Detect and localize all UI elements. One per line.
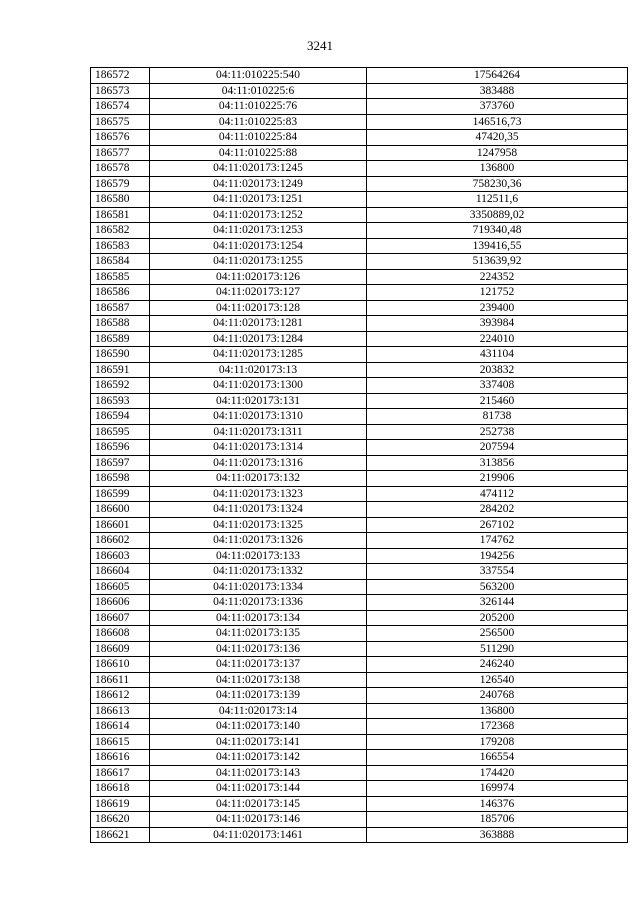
cadastral-number-cell: 04:11:020173:146 <box>150 812 367 828</box>
cadastral-number-cell: 04:11:010225:84 <box>150 130 367 146</box>
table-row <box>91 83 628 99</box>
cadastral-value-cell: 146376 <box>367 796 628 812</box>
table-row <box>91 796 628 812</box>
cadastral-value-cell: 47420,35 <box>367 130 628 146</box>
cadastral-number-cell: 04:11:020173:13 <box>150 362 367 378</box>
cadastral-value-cell: 383488 <box>367 83 628 99</box>
table-row <box>91 316 628 332</box>
cadastral-number-cell: 04:11:020173:1326 <box>150 533 367 549</box>
table-row <box>91 812 628 828</box>
cadastral-value-cell: 219906 <box>367 471 628 487</box>
row-number-cell: 186581 <box>91 207 150 223</box>
cadastral-number-cell: 04:11:020173:1285 <box>150 347 367 363</box>
cadastral-value-cell: 205200 <box>367 610 628 626</box>
row-number-cell: 186601 <box>91 517 150 533</box>
row-number-cell: 186596 <box>91 440 150 456</box>
row-number-cell: 186593 <box>91 393 150 409</box>
row-number-cell: 186572 <box>91 68 150 84</box>
cadastral-number-cell: 04:11:010225:83 <box>150 114 367 130</box>
cadastral-number-cell: 04:11:020173:1332 <box>150 564 367 580</box>
table-row <box>91 688 628 704</box>
table-row <box>91 610 628 626</box>
cadastral-number-cell: 04:11:020173:132 <box>150 471 367 487</box>
row-number-cell: 186590 <box>91 347 150 363</box>
row-number-cell: 186594 <box>91 409 150 425</box>
row-number-cell: 186574 <box>91 99 150 115</box>
table-row <box>91 99 628 115</box>
cadastral-number-cell: 04:11:020173:126 <box>150 269 367 285</box>
table-row <box>91 176 628 192</box>
cadastral-number-cell: 04:11:020173:135 <box>150 626 367 642</box>
table-row <box>91 471 628 487</box>
cadastral-value-cell: 179208 <box>367 734 628 750</box>
table-row <box>91 68 628 84</box>
table-row <box>91 750 628 766</box>
row-number-cell: 186576 <box>91 130 150 146</box>
row-number-cell: 186609 <box>91 641 150 657</box>
cadastral-number-cell: 04:11:020173:145 <box>150 796 367 812</box>
row-number-cell: 186575 <box>91 114 150 130</box>
cadastral-value-cell: 174762 <box>367 533 628 549</box>
cadastral-number-cell: 04:11:020173:1311 <box>150 424 367 440</box>
row-number-cell: 186595 <box>91 424 150 440</box>
cadastral-number-cell: 04:11:020173:137 <box>150 657 367 673</box>
table-row <box>91 579 628 595</box>
row-number-cell: 186610 <box>91 657 150 673</box>
cadastral-number-cell: 04:11:020173:1251 <box>150 192 367 208</box>
cadastral-number-cell: 04:11:020173:1284 <box>150 331 367 347</box>
cadastral-value-cell: 224352 <box>367 269 628 285</box>
cadastral-number-cell: 04:11:020173:143 <box>150 765 367 781</box>
cadastral-value-cell: 240768 <box>367 688 628 704</box>
row-number-cell: 186615 <box>91 734 150 750</box>
table-row <box>91 424 628 440</box>
cadastral-number-cell: 04:11:020173:1314 <box>150 440 367 456</box>
cadastral-value-cell: 246240 <box>367 657 628 673</box>
table-row <box>91 517 628 533</box>
cadastral-number-cell: 04:11:020173:136 <box>150 641 367 657</box>
row-number-cell: 186585 <box>91 269 150 285</box>
table-row <box>91 130 628 146</box>
row-number-cell: 186591 <box>91 362 150 378</box>
cadastral-value-cell: 284202 <box>367 502 628 518</box>
cadastral-value-cell: 136800 <box>367 161 628 177</box>
table-row <box>91 409 628 425</box>
cadastral-value-cell: 172368 <box>367 719 628 735</box>
cadastral-value-cell: 267102 <box>367 517 628 533</box>
row-number-cell: 186582 <box>91 223 150 239</box>
cadastral-value-cell: 194256 <box>367 548 628 564</box>
table-row <box>91 455 628 471</box>
row-number-cell: 186579 <box>91 176 150 192</box>
row-number-cell: 186583 <box>91 238 150 254</box>
cadastral-number-cell: 04:11:020173:134 <box>150 610 367 626</box>
table-row <box>91 161 628 177</box>
cadastral-value-cell: 252738 <box>367 424 628 440</box>
row-number-cell: 186619 <box>91 796 150 812</box>
cadastral-value-cell: 256500 <box>367 626 628 642</box>
cadastral-value-cell: 239400 <box>367 300 628 316</box>
cadastral-value-cell: 17564264 <box>367 68 628 84</box>
table-row <box>91 502 628 518</box>
table-row <box>91 595 628 611</box>
table-row <box>91 564 628 580</box>
table-row <box>91 486 628 502</box>
table-row <box>91 703 628 719</box>
row-number-cell: 186611 <box>91 672 150 688</box>
table-row <box>91 378 628 394</box>
table-row <box>91 672 628 688</box>
table-row <box>91 254 628 270</box>
cadastral-number-cell: 04:11:020173:131 <box>150 393 367 409</box>
cadastral-value-cell: 337408 <box>367 378 628 394</box>
row-number-cell: 186604 <box>91 564 150 580</box>
cadastral-value-cell: 126540 <box>367 672 628 688</box>
cadastral-number-cell: 04:11:020173:128 <box>150 300 367 316</box>
cadastral-number-cell: 04:11:020173:1254 <box>150 238 367 254</box>
cadastral-number-cell: 04:11:020173:1249 <box>150 176 367 192</box>
cadastral-number-cell: 04:11:020173:1325 <box>150 517 367 533</box>
cadastral-number-cell: 04:11:010225:76 <box>150 99 367 115</box>
cadastral-value-cell: 207594 <box>367 440 628 456</box>
cadastral-value-cell: 146516,73 <box>367 114 628 130</box>
row-number-cell: 186589 <box>91 331 150 347</box>
cadastral-number-cell: 04:11:020173:14 <box>150 703 367 719</box>
table-row <box>91 719 628 735</box>
cadastral-number-cell: 04:11:020173:1316 <box>150 455 367 471</box>
row-number-cell: 186605 <box>91 579 150 595</box>
row-number-cell: 186603 <box>91 548 150 564</box>
row-number-cell: 186602 <box>91 533 150 549</box>
cadastral-value-cell: 313856 <box>367 455 628 471</box>
page-number: 3241 <box>307 38 333 53</box>
cadastral-value-cell: 474112 <box>367 486 628 502</box>
row-number-cell: 186600 <box>91 502 150 518</box>
cadastral-value-cell: 136800 <box>367 703 628 719</box>
cadastral-value-cell: 719340,48 <box>367 223 628 239</box>
cadastral-number-cell: 04:11:010225:540 <box>150 68 367 84</box>
cadastral-value-cell: 511290 <box>367 641 628 657</box>
cadastral-number-cell: 04:11:020173:1255 <box>150 254 367 270</box>
cadastral-number-cell: 04:11:020173:139 <box>150 688 367 704</box>
cadastral-number-cell: 04:11:020173:1461 <box>150 827 367 843</box>
row-number-cell: 186592 <box>91 378 150 394</box>
cadastral-value-cell: 326144 <box>367 595 628 611</box>
cadastral-value-cell: 81738 <box>367 409 628 425</box>
table-row <box>91 300 628 316</box>
cadastral-number-cell: 04:11:020173:1253 <box>150 223 367 239</box>
cadastral-number-cell: 04:11:020173:142 <box>150 750 367 766</box>
cadastral-value-cell: 1247958 <box>367 145 628 161</box>
cadastral-number-cell: 04:11:020173:1324 <box>150 502 367 518</box>
cadastral-value-cell: 431104 <box>367 347 628 363</box>
cadastral-value-cell: 121752 <box>367 285 628 301</box>
row-number-cell: 186577 <box>91 145 150 161</box>
table-row <box>91 238 628 254</box>
table-row <box>91 331 628 347</box>
cadastral-value-cell: 166554 <box>367 750 628 766</box>
row-number-cell: 186606 <box>91 595 150 611</box>
table-row <box>91 781 628 797</box>
table-row <box>91 223 628 239</box>
table-row <box>91 440 628 456</box>
cadastral-value-cell: 393984 <box>367 316 628 332</box>
cadastral-number-cell: 04:11:020173:1281 <box>150 316 367 332</box>
row-number-cell: 186621 <box>91 827 150 843</box>
row-number-cell: 186607 <box>91 610 150 626</box>
row-number-cell: 186616 <box>91 750 150 766</box>
cadastral-value-cell: 3350889,02 <box>367 207 628 223</box>
row-number-cell: 186597 <box>91 455 150 471</box>
row-number-cell: 186580 <box>91 192 150 208</box>
row-number-cell: 186617 <box>91 765 150 781</box>
row-number-cell: 186586 <box>91 285 150 301</box>
table-row <box>91 145 628 161</box>
cadastral-number-cell: 04:11:020173:1245 <box>150 161 367 177</box>
cadastral-number-cell: 04:11:020173:127 <box>150 285 367 301</box>
row-number-cell: 186618 <box>91 781 150 797</box>
table-row <box>91 641 628 657</box>
row-number-cell: 186608 <box>91 626 150 642</box>
row-number-cell: 186612 <box>91 688 150 704</box>
row-number-cell: 186598 <box>91 471 150 487</box>
cadastral-value-cell: 563200 <box>367 579 628 595</box>
cadastral-value-table <box>90 67 628 843</box>
cadastral-value-cell: 185706 <box>367 812 628 828</box>
table-row <box>91 362 628 378</box>
cadastral-number-cell: 04:11:020173:1334 <box>150 579 367 595</box>
row-number-cell: 186613 <box>91 703 150 719</box>
table-row <box>91 269 628 285</box>
table-row <box>91 626 628 642</box>
cadastral-number-cell: 04:11:020173:1310 <box>150 409 367 425</box>
table-row <box>91 393 628 409</box>
row-number-cell: 186584 <box>91 254 150 270</box>
table-row <box>91 207 628 223</box>
cadastral-number-cell: 04:11:010225:6 <box>150 83 367 99</box>
table-row <box>91 533 628 549</box>
table-row <box>91 657 628 673</box>
row-number-cell: 186573 <box>91 83 150 99</box>
row-number-cell: 186578 <box>91 161 150 177</box>
table-row <box>91 548 628 564</box>
row-number-cell: 186588 <box>91 316 150 332</box>
cadastral-number-cell: 04:11:010225:88 <box>150 145 367 161</box>
cadastral-value-cell: 363888 <box>367 827 628 843</box>
cadastral-value-cell: 112511,6 <box>367 192 628 208</box>
cadastral-number-cell: 04:11:020173:140 <box>150 719 367 735</box>
row-number-cell: 186599 <box>91 486 150 502</box>
table-row <box>91 285 628 301</box>
table-row <box>91 734 628 750</box>
table-row <box>91 765 628 781</box>
cadastral-value-cell: 215460 <box>367 393 628 409</box>
table-row <box>91 114 628 130</box>
cadastral-number-cell: 04:11:020173:1300 <box>150 378 367 394</box>
cadastral-value-cell: 139416,55 <box>367 238 628 254</box>
table-body <box>91 68 628 843</box>
cadastral-value-cell: 758230,36 <box>367 176 628 192</box>
table-row <box>91 192 628 208</box>
cadastral-value-cell: 513639,92 <box>367 254 628 270</box>
cadastral-value-cell: 337554 <box>367 564 628 580</box>
cadastral-value-cell: 174420 <box>367 765 628 781</box>
row-number-cell: 186620 <box>91 812 150 828</box>
cadastral-number-cell: 04:11:020173:1252 <box>150 207 367 223</box>
cadastral-number-cell: 04:11:020173:1336 <box>150 595 367 611</box>
cadastral-number-cell: 04:11:020173:1323 <box>150 486 367 502</box>
table-row <box>91 827 628 843</box>
row-number-cell: 186587 <box>91 300 150 316</box>
cadastral-value-cell: 203832 <box>367 362 628 378</box>
cadastral-value-cell: 224010 <box>367 331 628 347</box>
cadastral-value-cell: 169974 <box>367 781 628 797</box>
cadastral-number-cell: 04:11:020173:138 <box>150 672 367 688</box>
table-row <box>91 347 628 363</box>
cadastral-number-cell: 04:11:020173:144 <box>150 781 367 797</box>
cadastral-number-cell: 04:11:020173:133 <box>150 548 367 564</box>
row-number-cell: 186614 <box>91 719 150 735</box>
cadastral-value-cell: 373760 <box>367 99 628 115</box>
cadastral-number-cell: 04:11:020173:141 <box>150 734 367 750</box>
